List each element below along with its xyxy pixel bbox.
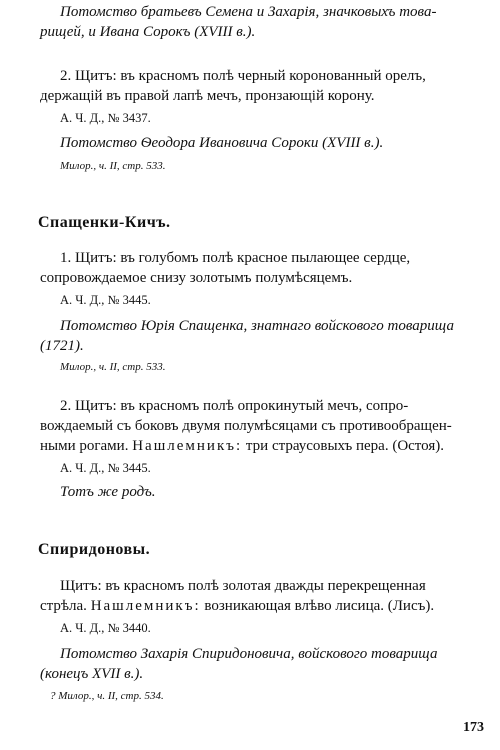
- lineage-paragraph: [0, 316, 500, 356]
- source-citation: [0, 160, 500, 172]
- page-number: 173: [463, 720, 484, 735]
- source-text: ? Милор., ч. II, стр. 534.: [50, 690, 164, 702]
- shield-line: 1. Щитъ: въ голубомъ полѣ красное пылающее сердце,: [60, 250, 411, 266]
- lineage-line: (1721).: [40, 338, 84, 354]
- source-text: Милор., ч. II, стр. 533.: [60, 160, 166, 172]
- lineage-line: Потомство Юрія Спащенка, знатнаго войскового товарища: [60, 318, 454, 334]
- lineage-paragraph: [0, 482, 500, 502]
- archive-reference: [0, 293, 500, 308]
- source-citation: [0, 361, 500, 373]
- source-citation: [0, 690, 500, 702]
- shield-line: 2. Щитъ: въ красномъ полѣ черный коронованный орелъ,: [60, 68, 426, 84]
- section-heading: Спиридоновы.: [38, 541, 151, 558]
- crest-label: Нашлемникъ:: [132, 438, 243, 454]
- reference-text: А. Ч. Д., № 3445.: [60, 293, 151, 307]
- lineage-line: (конецъ XVII в.).: [40, 666, 144, 682]
- shield-text: ными рогами.: [40, 438, 129, 454]
- crest-text: три страусовыхъ пера. (Остоя).: [245, 438, 445, 454]
- section-heading: Спащенки-Кичъ.: [38, 214, 171, 231]
- shield-description-1: [0, 248, 500, 288]
- shield-text: стрѣла.: [40, 598, 87, 614]
- shield-line: [40, 596, 500, 616]
- shield-line: Щитъ: въ красномъ полѣ золотая дважды перекрещенная: [60, 578, 426, 594]
- lineage-line: Потомство Захарія Спиридоновича, войскового товарища: [60, 646, 438, 662]
- reference-text: А. Ч. Д., № 3437.: [60, 111, 151, 125]
- lineage-paragraph: [0, 644, 500, 684]
- archive-reference: [0, 111, 500, 126]
- source-text: Милор., ч. II, стр. 533.: [60, 361, 166, 373]
- shield-line: вождаемый съ боковъ двумя полумѣсяцами съ противообращен-: [40, 418, 452, 434]
- shield-line: 2. Щитъ: въ красномъ полѣ опрокинутый мечъ, сопро-: [60, 398, 409, 414]
- lineage-line: Потомство Ѳеодора Ивановича Сороки (XVIII в.).: [60, 135, 384, 151]
- shield-line: [40, 436, 500, 456]
- reference-text: А. Ч. Д., № 3440.: [60, 621, 151, 635]
- shield-description-2: [0, 66, 500, 106]
- shield-description: [0, 576, 500, 616]
- shield-line: держащій въ правой лапѣ мечъ, пронзающій корону.: [40, 88, 375, 104]
- archive-reference: [0, 461, 500, 476]
- lineage-line: Тотъ же родъ.: [60, 484, 156, 500]
- archive-reference: [0, 621, 500, 636]
- shield-description-2: [0, 396, 500, 456]
- reference-text: А. Ч. Д., № 3445.: [60, 461, 151, 475]
- lineage-line: рищей, и Ивана Сорокъ (XVIII в.).: [40, 24, 256, 40]
- crest-label: Нашлемникъ:: [90, 598, 201, 614]
- crest-text: возникающая влѣво лисица. (Лисъ).: [204, 598, 435, 614]
- lineage-paragraph-1: [0, 2, 500, 42]
- lineage-line: Потомство братьевъ Семена и Захарія, значковыхъ това-: [60, 4, 437, 20]
- shield-line: сопровождаемое снизу золотымъ полумѣсяцемъ.: [40, 270, 353, 286]
- lineage-paragraph-2: [0, 133, 500, 153]
